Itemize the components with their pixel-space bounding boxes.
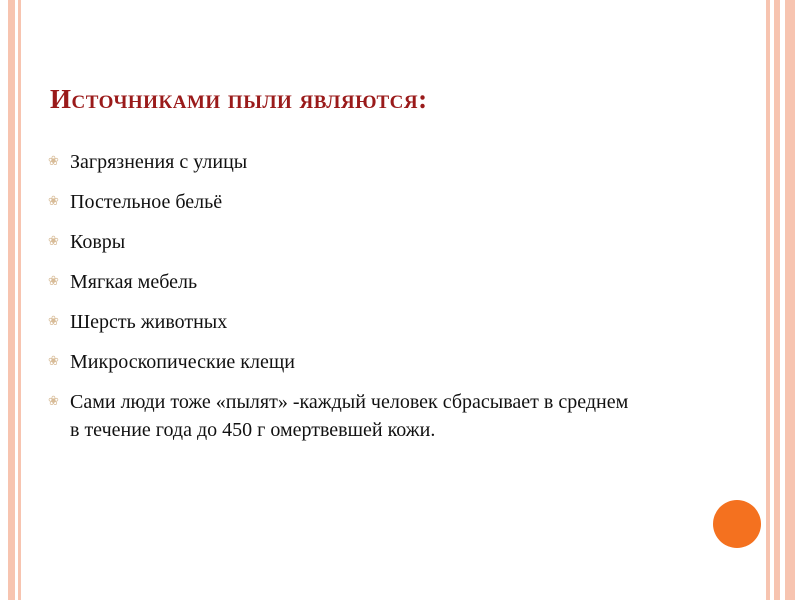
- bullet-marker-icon: ❀: [48, 194, 59, 209]
- bullet-marker-icon: ❀: [48, 314, 59, 329]
- right-decor-line-medium: [774, 0, 780, 600]
- bullet-marker-icon: ❀: [48, 354, 59, 369]
- right-decor-line-wide: [785, 0, 795, 600]
- bullet-marker-icon: ❀: [48, 274, 59, 289]
- bullet-marker-icon: ❀: [48, 234, 59, 249]
- bullet-item: [50, 308, 630, 336]
- bullet-marker-icon: ❀: [48, 394, 59, 409]
- bullet-item: [50, 348, 630, 376]
- bullet-list: [50, 148, 630, 456]
- slide-title: Источниками пыли являются:: [50, 84, 428, 114]
- bullet-text: Мягкая мебель: [70, 271, 198, 293]
- bullet-marker-icon: ❀: [48, 154, 59, 169]
- bullet-text: Сами люди тоже «пылят» -каждый человек сбрасывает в среднем в течение года до 450 г омертвевшей кожи.: [70, 391, 629, 441]
- right-decor-line-thin: [766, 0, 770, 600]
- bullet-text: Шерсть животных: [70, 311, 228, 333]
- bullet-item: [50, 388, 630, 444]
- bullet-text: Постельное бельё: [70, 191, 223, 213]
- bullet-item: [50, 228, 630, 256]
- bullet-text: Загрязнения с улицы: [70, 151, 248, 173]
- bullet-item: [50, 188, 630, 216]
- bullet-text: Микроскопические клещи: [70, 351, 295, 373]
- accent-circle: [713, 500, 761, 548]
- left-decor-line-wide: [8, 0, 15, 600]
- bullet-item: [50, 148, 630, 176]
- left-decor-line-thin: [18, 0, 21, 600]
- bullet-item: [50, 268, 630, 296]
- bullet-text: Ковры: [70, 231, 126, 253]
